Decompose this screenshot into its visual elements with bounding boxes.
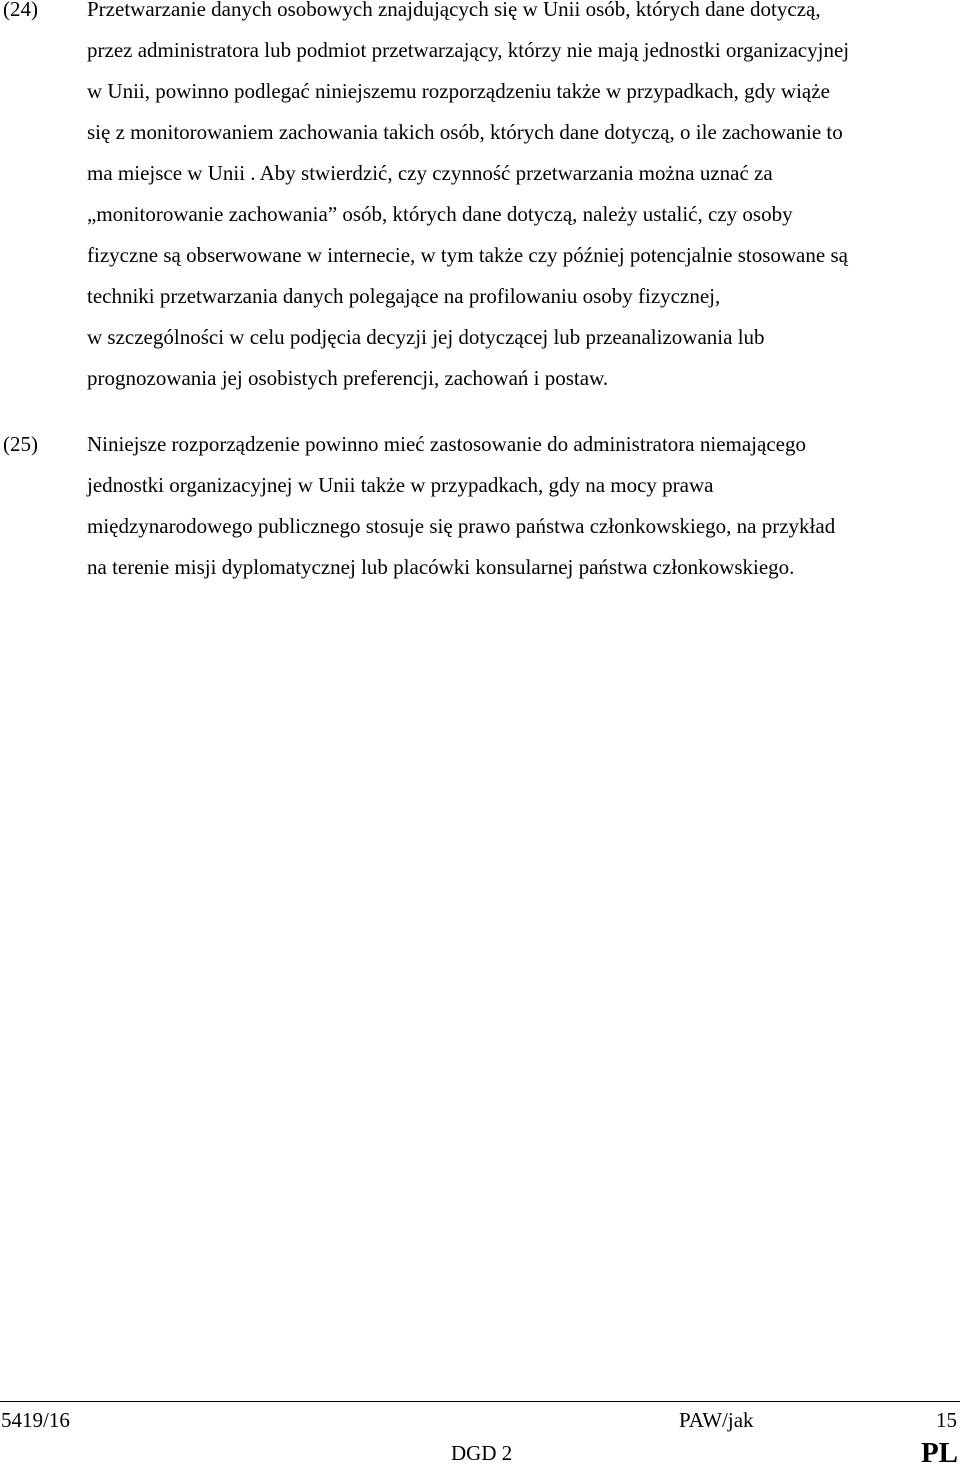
text-line: Niniejsze rozporządzenie powinno mieć zastosowanie do administratora niemającego	[87, 432, 806, 456]
text-line: w Unii, powinno podlegać niniejszemu rozporządzeniu także w przypadkach, gdy wiąże	[87, 79, 830, 103]
footer-divider	[0, 1401, 960, 1402]
text-line: Przetwarzanie danych osobowych znajdujących się w Unii osób, których dane dotyczą,	[87, 0, 821, 21]
text-line: się z monitorowaniem zachowania takich osób, których dane dotyczą, o ile zachowanie to	[87, 120, 843, 144]
footer-page-number: 15	[936, 1408, 957, 1432]
text-line: fizyczne są obserwowane w internecie, w tym także czy później potencjalnie stosowane są	[87, 243, 848, 267]
text-line: ma miejsce w Unii . Aby stwierdzić, czy czynność przetwarzania można uznać za	[87, 161, 773, 185]
footer-author-code: PAW/jak	[679, 1408, 754, 1432]
text-line: jednostki organizacyjnej w Unii także w przypadkach, gdy na mocy prawa	[87, 473, 714, 497]
text-line: techniki przetwarzania danych polegające na profilowaniu osoby fizycznej,	[87, 284, 721, 308]
footer-directorate: DGD 2	[451, 1441, 513, 1465]
text-line: prognozowania jej osobistych preferencji, zachowań i postaw.	[87, 366, 609, 390]
footer-document-number: 5419/16	[1, 1408, 70, 1432]
recital-text	[87, 0, 960, 399]
text-line: na terenie misji dyplomatycznej lub placówki konsularnej państwa członkowskiego.	[87, 555, 795, 579]
recital-number: (24)	[3, 0, 38, 21]
recital-number: (25)	[3, 432, 38, 456]
recital-text	[87, 424, 960, 588]
footer-language-code: PL	[920, 1437, 958, 1469]
text-line: w szczególności w celu podjęcia decyzji jej dotyczącej lub przeanalizowania lub	[87, 325, 765, 349]
text-line: „monitorowanie zachowania” osób, których dane dotyczą, należy ustalić, czy osoby	[87, 202, 793, 226]
text-line: międzynarodowego publicznego stosuje się prawo państwa członkowskiego, na przykład	[87, 514, 836, 538]
text-line: przez administratora lub podmiot przetwarzający, którzy nie mają jednostki organizacyjnej	[87, 38, 850, 62]
